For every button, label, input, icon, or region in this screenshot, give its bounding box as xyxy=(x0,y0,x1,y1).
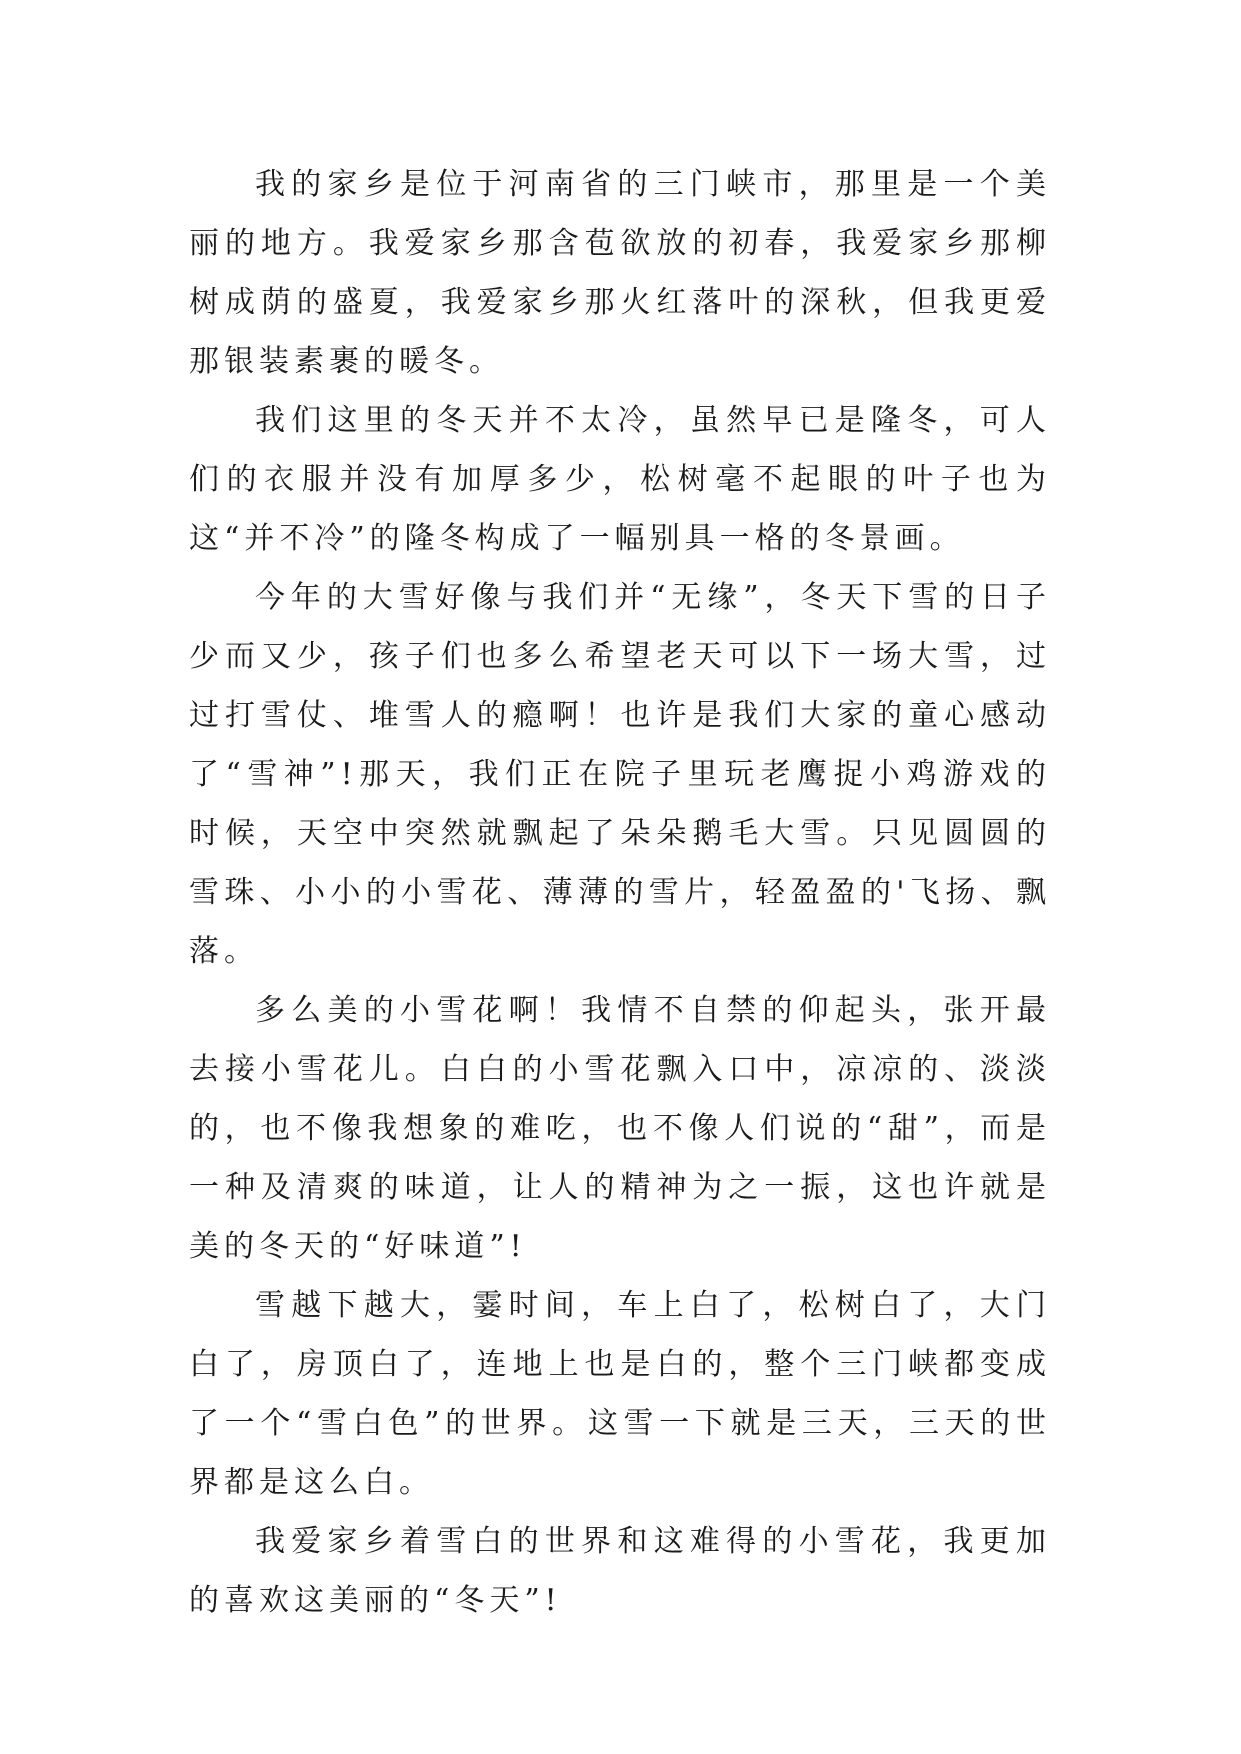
paragraph-6: 我爱家乡着雪白的世界和这难得的小雪花，我更加的喜欢这美丽的“冬天”! xyxy=(189,1524,1051,1618)
paragraph-2: 我们这里的冬天并不太冷，虽然早已是隆冬，可人们的衣服并没有加厚多少，松树毫不起眼的叶子也为这“并不冷”的隆冬构成了一幅别具一格的冬景画。 xyxy=(189,403,1051,556)
paragraph-1: 我的家乡是位于河南省的三门峡市，那里是一个美丽的地方。我爱家乡那含苞欲放的初春，我爱家乡那柳树成荫的盛夏，我爱家乡那火红落叶的深秋，但我更爱那银装素裹的暖冬。 xyxy=(189,167,1051,379)
paragraph-5: 雪越下越大，霎时间，车上白了，松树白了，大门白了，房顶白了，连地上也是白的，整个三门峡都变成了一个“雪白色”的世界。这雪一下就是三天，三天的世界都是这么白。 xyxy=(189,1288,1051,1500)
paragraph-4: 多么美的小雪花啊！我情不自禁的仰起头，张开最去接小雪花儿。白白的小雪花飘入口中，凉凉的、淡淡的，也不像我想象的难吃，也不像人们说的“甜”，而是一种及清爽的味道，让人的精神为之一振，这也许就是美的冬天的“好味道”! xyxy=(189,993,1051,1264)
document-body xyxy=(189,155,1051,1630)
paragraph-3: 今年的大雪好像与我们并“无缘”，冬天下雪的日子少而又少，孩子们也多么希望老天可以下一场大雪，过过打雪仗、堆雪人的瘾啊！也许是我们大家的童心感动了“雪神”!那天，我们正在院子里玩老鹰捉小鸡游戏的时候，天空中突然就飘起了朵朵鹅毛大雪。只见圆圆的雪珠、小小的小雪花、薄薄的雪片，轻盈盈的'飞扬、飘落。 xyxy=(189,580,1051,969)
